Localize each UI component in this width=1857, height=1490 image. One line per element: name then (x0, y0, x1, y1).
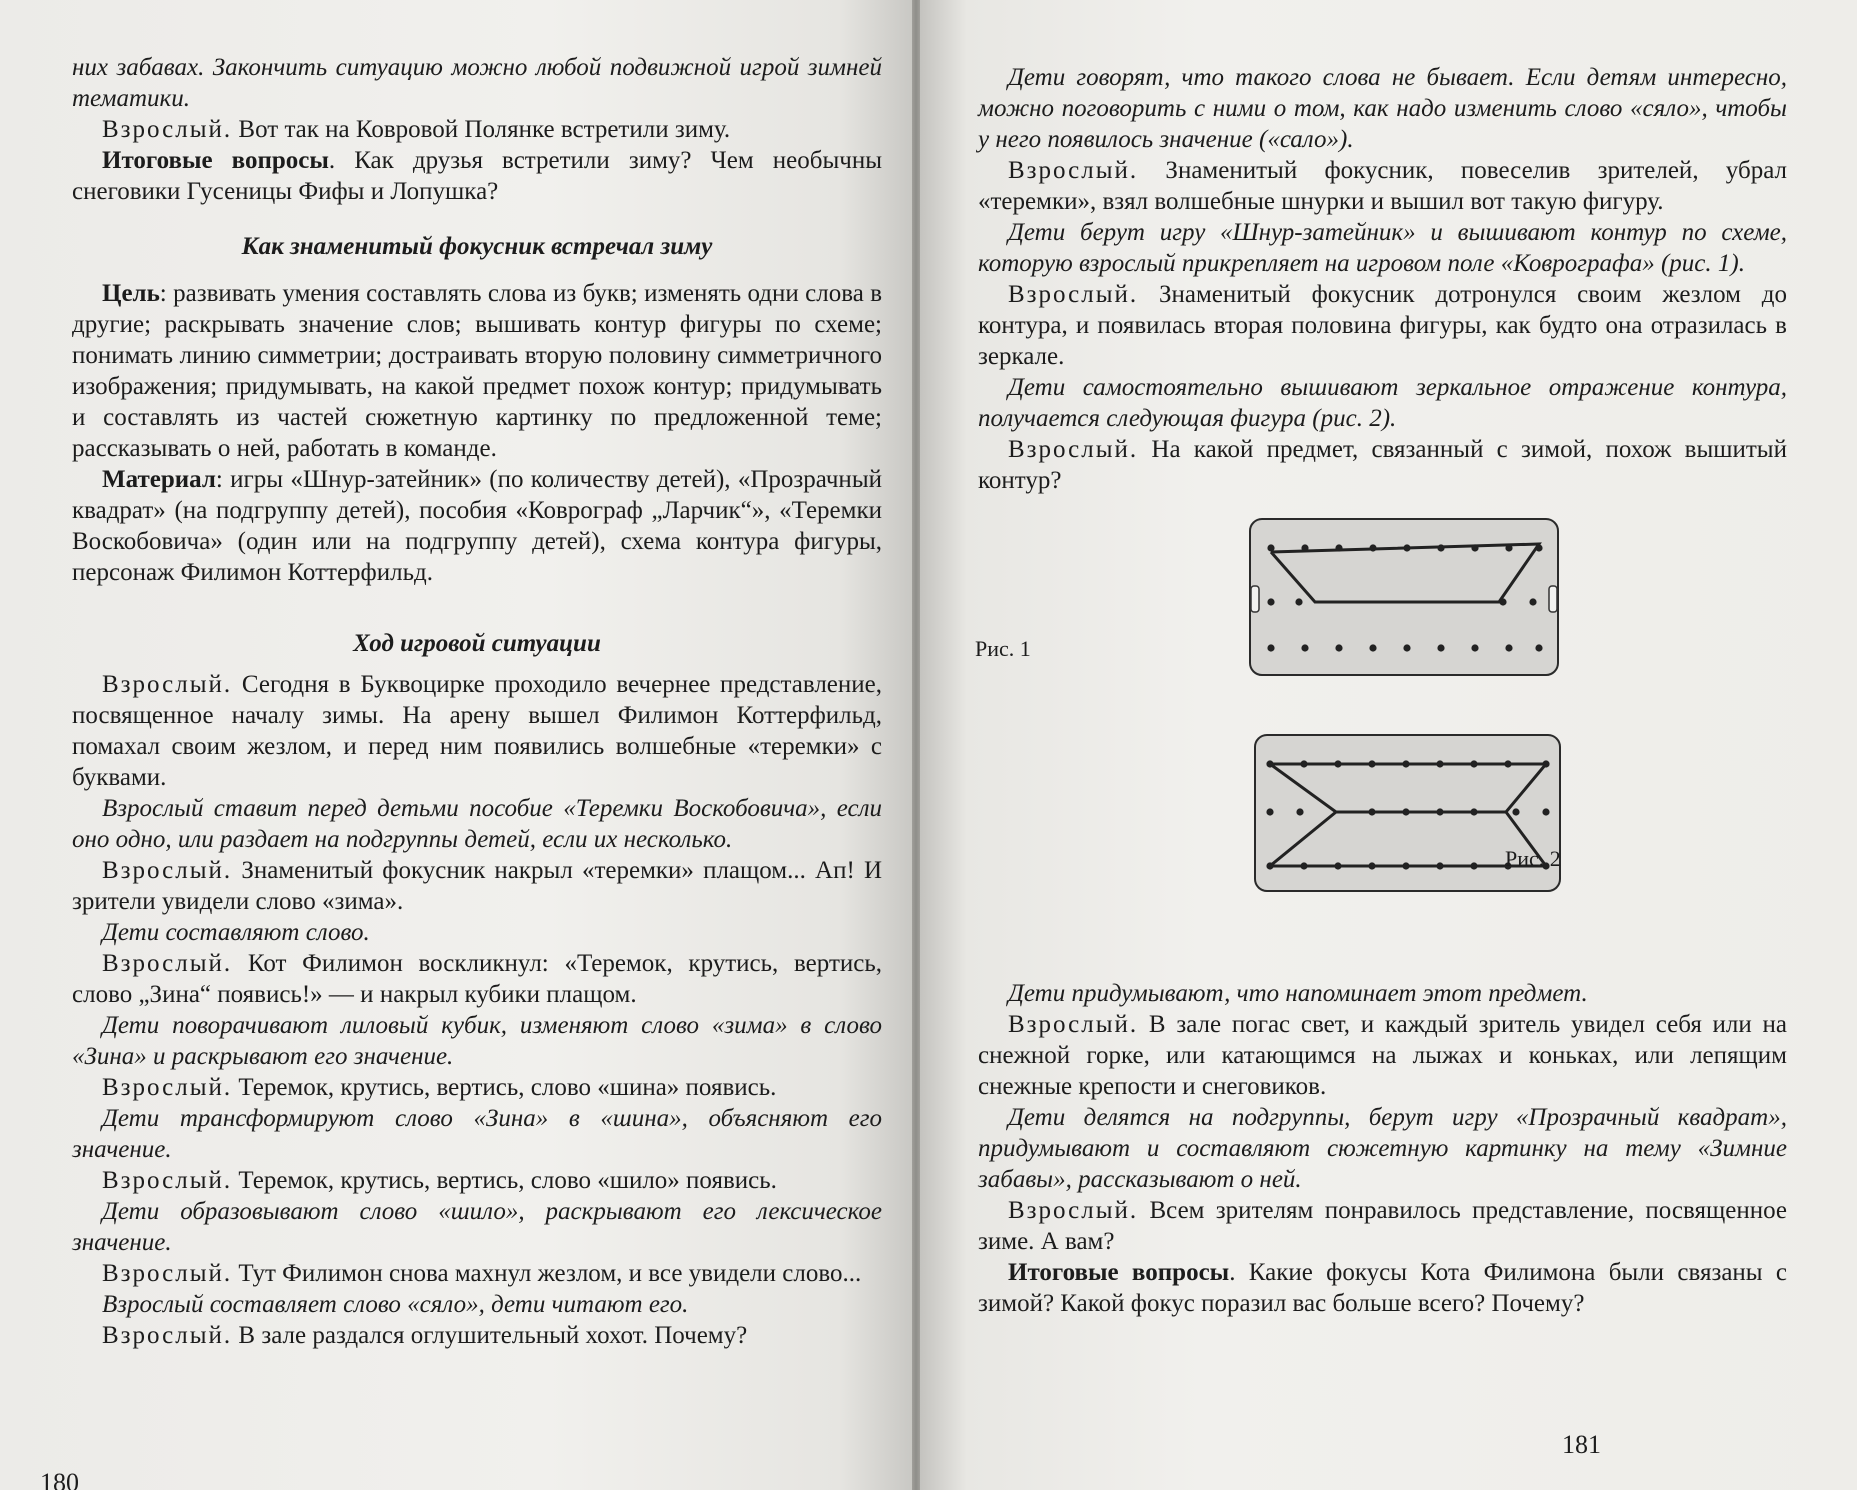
children-action: Дети делятся на подгруппы, берут игру «Прозрачный квадрат», придумывают и составляют сюжетную картинку на тему «Зимние забавы», рассказывают о ней. (978, 1104, 1787, 1193)
children-action: Взрослый составляет слово «сяло», дети читают его. (102, 1291, 689, 1318)
right-top-block (978, 62, 1787, 496)
final-text: . Какие фокусы Кота Филимона были связаны с зимой? Какой фокус поразил вас больше всего? Почему? (978, 1259, 1788, 1317)
left-page (0, 0, 912, 1490)
adult-line (978, 279, 1787, 372)
stitch-hole (1436, 862, 1443, 869)
stitch-hole (1301, 644, 1308, 651)
stitch-hole (1335, 644, 1342, 651)
speaker: Взрослый. (102, 1074, 233, 1101)
stitch-hole (1403, 644, 1410, 651)
speaker: Взрослый. (1008, 1197, 1139, 1224)
stitch-hole (1542, 808, 1549, 815)
subsection-heading: Ход игровой ситуации (353, 630, 601, 657)
speaker: Взрослый. (102, 671, 233, 698)
stitch-hole (1369, 544, 1376, 551)
adult-line (978, 1009, 1787, 1102)
stitch-hole (1368, 862, 1375, 869)
figure-1-caption: Рис. 1 (975, 636, 1031, 661)
adult-line (978, 1195, 1787, 1257)
stitch-hole (1402, 862, 1409, 869)
stitch-hole (1334, 862, 1341, 869)
stitch-hole (1542, 760, 1549, 767)
page-number: 180 (40, 1468, 79, 1490)
children-action: Дети говорят, что такого слова не бывает. Если детям интересно, можно поговорить с ними о том, как надо изменить слово «сяло», чтобы у него появилось значение («сало»). (978, 64, 1787, 153)
children-action: Дети самостоятельно вышивают зеркальное отражение контура, получается следующая фигура (рис. 2). (978, 374, 1787, 432)
stitch-hole (1499, 598, 1506, 605)
adult-line (72, 669, 882, 793)
adult-text: В зале погас свет, и каждый зритель увидел себя или на снежной горке, или катающимся на лыжах и коньках, или лепящим снежные крепости и снеговиков. (978, 1011, 1787, 1100)
stitch-hole (1471, 644, 1478, 651)
children-action: Дети трансформируют слово «Зина» в «шина», объясняют его значение. (72, 1105, 882, 1163)
adult-text: Кот Филимон воскликнул: «Теремок, крутись, вертись, слово „Зина“ появись!» — и накрыл кубики плащом. (72, 950, 882, 1008)
adult-line (72, 855, 882, 917)
stitch-hole (1402, 760, 1409, 767)
adult-line (72, 1165, 882, 1196)
stitch-hole (1266, 862, 1273, 869)
adult-text: Знаменитый фокусник накрыл «теремки» плащом... Ап! И зрители увидели слово «зима». (72, 857, 882, 915)
stitch-hole (1535, 544, 1542, 551)
adult-text: Всем зрителям понравилось представление, посвященное зиме. А вам? (978, 1197, 1787, 1255)
stitch-hole (1470, 760, 1477, 767)
adult-text: На какой предмет, связанный с зимой, похож вышитый контур? (978, 436, 1787, 494)
children-action: Дети придумывают, что напоминает этот предмет. (1008, 980, 1588, 1007)
speaker: Взрослый. (1008, 1011, 1139, 1038)
material-label: Материал (102, 466, 216, 493)
goal-paragraph (72, 278, 882, 464)
figure-1-board (1249, 518, 1559, 676)
stitch-hole (1436, 808, 1443, 815)
adult-text: Знаменитый фокусник, повеселив зрителей, убрал «теремки», взял волшебные шнурки и вышил вот такую фигуру. (978, 157, 1787, 215)
speaker: Взрослый. (102, 950, 233, 977)
speaker: Взрослый. (102, 1167, 233, 1194)
right-clip (1549, 586, 1557, 612)
stitch-hole (1436, 760, 1443, 767)
adult-text: Тут Филимон снова махнул жезлом, и все увидели слово... (232, 1260, 862, 1287)
figure-2-caption: Рис. 2 (1505, 846, 1561, 871)
stitch-hole (1267, 644, 1274, 651)
adult-text: В зале раздался оглушительный хохот. Почему? (232, 1322, 748, 1349)
speaker: Взрослый. (102, 1260, 233, 1287)
speaker: Взрослый. (1008, 281, 1139, 308)
stitch-hole (1300, 760, 1307, 767)
stitch-hole (1300, 862, 1307, 869)
stitch-hole (1368, 760, 1375, 767)
stitch-hole (1402, 808, 1409, 815)
speaker: Взрослый. (102, 116, 233, 143)
material-paragraph (72, 464, 882, 588)
adult-text: Вот так на Ковровой Полянке встретили зиму. (232, 116, 731, 143)
stitch-hole (1267, 598, 1274, 605)
adult-text: Знаменитый фокусник дотронулся своим жезлом до контура, и появилась вторая половина фигуры, как будто она отразилась в зеркале. (978, 281, 1787, 370)
stitch-hole (1335, 544, 1342, 551)
stitch-hole (1369, 644, 1376, 651)
stitch-hole (1301, 544, 1308, 551)
adult-line (72, 1320, 882, 1351)
speaker: Взрослый. (1008, 157, 1139, 184)
stitch-hole (1504, 760, 1511, 767)
intro-text: них забавах. Закончить ситуацию можно любой подвижной игрой зимней тематики. (72, 54, 882, 112)
stitch-hole (1471, 544, 1478, 551)
material-text: : игры «Шнур-затейник» (по количеству детей), «Прозрачный квадрат» (на подгруппу детей), пособия «Коврограф „Ларчик“», «Теремки Воскобовича» (один или на подгруппу детей), схема контура фигуры, персонаж Филимон Коттерфильд. (72, 466, 882, 586)
stitch-hole (1505, 544, 1512, 551)
children-action: Дети составляют слово. (102, 919, 370, 946)
stitch-hole (1535, 644, 1542, 651)
stitch-hole (1470, 862, 1477, 869)
stitch-hole (1505, 644, 1512, 651)
summary-text: . Как друзья встретили зиму? Чем необычны снеговики Гусеницы Фифы и Лопушка? (72, 147, 882, 205)
speaker: Взрослый. (1008, 436, 1139, 463)
stitch-hole (1512, 808, 1519, 815)
adult-line (978, 434, 1787, 496)
final-questions (978, 1257, 1787, 1319)
goal-text: : развивать умения составлять слова из букв; изменять одни слова в другие; раскрывать значение слов; вышивать контур фигуры по схеме; понимать линию симметрии; достраивать вторую половину симметричного изображения; придумывать, на какой предмет похож контур; придумывать и составлять из частей сюжетную картинку по предложенной теме; рассказывать о ней, работать в команде. (72, 280, 882, 462)
right-page (920, 0, 1857, 1490)
stitch-hole (1266, 760, 1273, 767)
stitch-hole (1266, 808, 1273, 815)
adult-text: Сегодня в Буквоцирке проходило вечернее представление, посвященное началу зимы. На арену вышел Филимон Коттерфильд, помахал своим жезлом, и перед ним появились волшебные «теремки» с буквами. (72, 671, 882, 791)
board-frame (1250, 519, 1558, 675)
adult-line (72, 114, 882, 145)
adult-line (72, 1072, 882, 1103)
stitch-hole (1296, 808, 1303, 815)
summary-label: Итоговые вопросы (102, 147, 329, 174)
children-action: Дети берут игру «Шнур-затейник» и вышивают контур по схеме, которую взрослый прикрепляет на игровом поле «Коврографа» (рис. 1). (978, 219, 1787, 277)
adult-line (72, 948, 882, 1010)
story-block (72, 669, 882, 1351)
children-action: Дети образовывают слово «шило», раскрывают его лексическое значение. (72, 1198, 882, 1256)
final-label: Итоговые вопросы (1008, 1259, 1230, 1286)
children-action: Взрослый ставит перед детьми пособие «Теремки Воскобовича», если оно одно, или раздает на подгруппы детей, если их несколько. (72, 795, 882, 853)
speaker: Взрослый. (102, 1322, 233, 1349)
stitch-hole (1368, 808, 1375, 815)
stitch-hole (1437, 544, 1444, 551)
stitch-hole (1529, 598, 1536, 605)
children-action: Дети поворачивают лиловый кубик, изменяют слово «зима» в слово «Зина» и раскрывают его значение. (72, 1012, 882, 1070)
right-bottom-block (978, 978, 1787, 1257)
speaker: Взрослый. (102, 857, 233, 884)
stitch-hole (1437, 644, 1444, 651)
section-heading: Как знаменитый фокусник встречал зиму (241, 233, 713, 260)
stitch-hole (1334, 760, 1341, 767)
stitch-hole (1403, 544, 1410, 551)
page-number: 181 (1562, 1430, 1601, 1459)
left-clip (1251, 586, 1259, 612)
stitch-hole (1295, 598, 1302, 605)
summary-questions (72, 145, 882, 207)
stitch-hole (1267, 544, 1274, 551)
goal-label: Цель (102, 280, 160, 307)
adult-text: Теремок, крутись, вертись, слово «шило» появись. (232, 1167, 777, 1194)
stitch-hole (1470, 808, 1477, 815)
adult-line (72, 1258, 882, 1289)
adult-line (978, 155, 1787, 217)
adult-text: Теремок, крутись, вертись, слово «шина» появись. (232, 1074, 777, 1101)
